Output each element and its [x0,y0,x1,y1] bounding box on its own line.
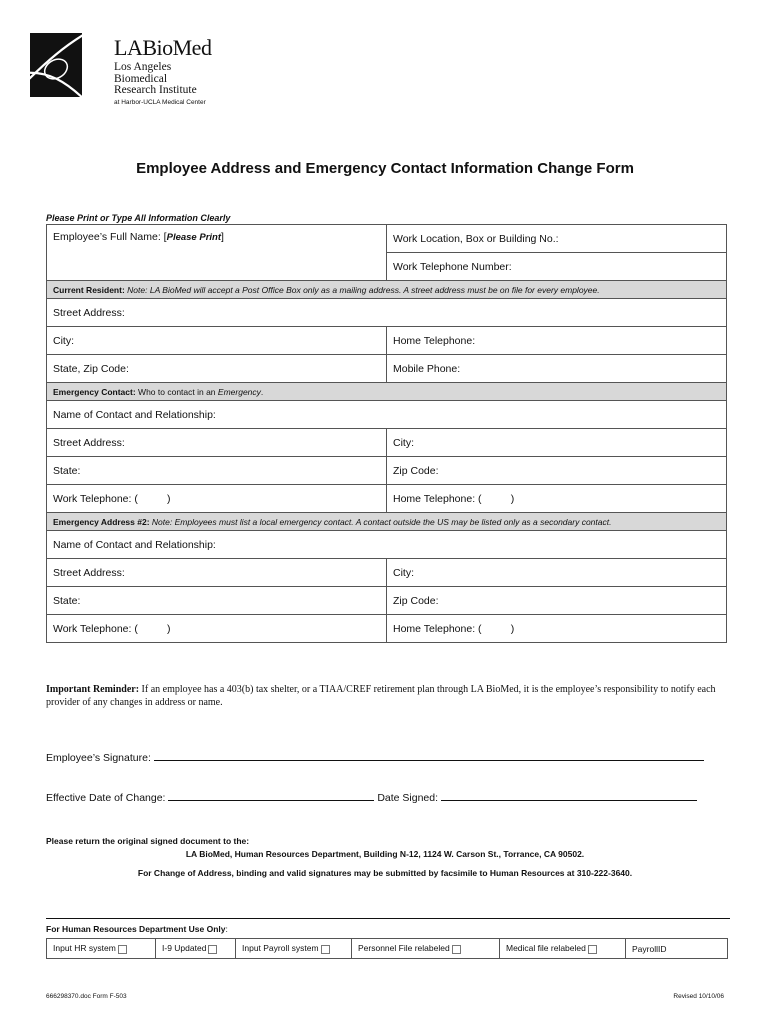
employee-full-name-field[interactable] [47,225,387,281]
hr-item-label: Personnel File relabeled [358,943,450,954]
ec2-city-field[interactable] [387,559,727,587]
logo-affiliation: at Harbor-UCLA Medical Center [114,99,206,106]
hr-use-label-text: For Human Resources Department Use Only [46,924,226,934]
hr-item-input-payroll-system [236,939,352,959]
emergency-note-suffix: . [260,386,264,397]
street-label: Street Address: [53,566,125,579]
city-label: City: [393,436,414,449]
employee-signature-row [46,750,704,764]
contact-name-label: Name of Contact and Relationship: [53,408,216,421]
emergency-contact-2-note: Note: Employees must list a local emergency contact. A contact outside the US may be listed only as a secondary contact. [151,516,612,527]
ec1-home-phone-field[interactable] [387,485,727,513]
hr-divider [46,918,730,919]
dates-row [46,790,697,804]
state-zip-label: State, Zip Code: [53,362,129,375]
full-name-hint: Please Print [166,232,221,243]
hr-item-label: PayrollID [632,943,667,954]
effective-date-line[interactable] [168,790,374,801]
contact-name-label: Name of Contact and Relationship: [53,538,216,551]
checkbox[interactable] [118,945,127,954]
home-phone-label: Home Telephone: ( ) [393,622,515,635]
resident-city-field[interactable] [47,327,387,355]
ec2-street-field[interactable] [47,559,387,587]
work-phone-label: Work Telephone: ( ) [53,492,171,505]
return-instruction: Please return the original signed document to the: [46,836,250,846]
hr-use-label-colon: : [225,924,228,934]
mobile-phone-field[interactable] [387,355,727,383]
date-signed-label: Date Signed: [377,792,439,804]
city-label: City: [393,566,414,579]
hr-item-label: Medical file relabeled [506,943,586,954]
important-reminder [46,683,726,709]
home-phone-label: Home Telephone: ( ) [393,492,515,505]
date-signed-line[interactable] [441,790,697,801]
employee-signature-label: Employee’s Signature: [46,752,151,764]
home-telephone-label: Home Telephone: [393,334,476,347]
hr-item-medical-file-relabeled [500,939,626,959]
emergency-contact-2-heading: Emergency Address #2: [53,516,150,527]
effective-date-label: Effective Date of Change: [46,792,166,804]
work-telephone-label: Work Telephone Number: [393,260,512,273]
ec2-state-field[interactable] [47,587,387,615]
logo-subtitle [114,62,197,97]
current-resident-note: Note: LA BioMed will accept a Post Office Box only as a mailing address. A street address must be on file for every employee. [127,284,600,295]
current-resident-heading: Current Resident: [53,284,125,295]
footer-form-id: 666298370.doc Form F-503 [46,993,127,1000]
hr-use-label [46,924,228,934]
street-label: Street Address: [53,436,125,449]
hr-item-label: Input Payroll system [242,943,319,954]
street-label: Street Address: [53,306,125,319]
mobile-phone-label: Mobile Phone: [393,362,461,375]
ec2-zip-field[interactable] [387,587,727,615]
work-location-label: Work Location, Box or Building No.: [393,232,559,245]
logo-sub-line: Biomedical [114,72,168,85]
city-label: City: [53,334,74,347]
ec1-street-field[interactable] [47,429,387,457]
contact-form-table [46,224,727,643]
fax-instruction: For Change of Address, binding and valid signatures may be submitted by facsimile to Human Resources at 310-222-3640. [137,868,633,878]
zip-label: Zip Code: [393,464,439,477]
hr-item-payroll-id[interactable] [626,939,728,959]
hr-item-label: I-9 Updated [162,943,207,954]
hr-item-input-hr-system [47,939,156,959]
emergency-note-prefix: Who to contact in an [138,386,218,397]
ec1-work-phone-field[interactable] [47,485,387,513]
checkbox[interactable] [588,945,597,954]
form-title: Employee Address and Emergency Contact Information Change Form [136,160,634,177]
labiomed-logo [30,33,230,113]
ec1-name-field[interactable] [47,401,727,429]
state-zip-field[interactable] [47,355,387,383]
ec2-work-phone-field[interactable] [47,615,387,643]
return-address: LA BioMed, Human Resources Department, Building N-12, 1124 W. Carson St., Torrance, CA 90502. [185,849,585,859]
ec1-zip-field[interactable] [387,457,727,485]
employee-signature-line[interactable] [154,750,704,761]
checkbox[interactable] [321,945,330,954]
checkbox[interactable] [452,945,461,954]
reminder-text: If an employee has a 403(b) tax shelter, or a TIAA/CREF retirement plan through LA BioMed, it is the employee’s responsibility to notify each provider of any changes in address or name. [46,684,716,708]
reminder-heading: Important Reminder: [46,684,140,695]
checkbox[interactable] [208,945,217,954]
logo-sub-line: Los Angeles [114,61,172,73]
hr-item-personnel-file-relabeled [352,939,500,959]
ec1-city-field[interactable] [387,429,727,457]
logo-name: LABioMed [114,35,212,60]
hr-item-i9-updated [156,939,236,959]
footer-revised: Revised 10/10/06 [673,993,724,1000]
hr-item-label: Input HR system [53,943,116,954]
ec2-name-field[interactable] [47,531,727,559]
emergency-note-italic: Emergency [217,386,261,397]
hr-checklist-table [46,938,728,959]
emergency-contact-header [47,383,727,401]
full-name-close: ] [221,231,224,243]
work-telephone-field[interactable] [387,253,727,281]
work-phone-label: Work Telephone: ( ) [53,622,171,635]
state-label: State: [53,594,81,607]
home-telephone-field[interactable] [387,327,727,355]
state-label: State: [53,464,81,477]
emergency-contact-heading: Emergency Contact: [53,386,136,397]
form-instruction: Please Print or Type All Information Clearly [46,213,231,223]
current-resident-header [47,281,727,299]
emergency-contact-2-header [47,513,727,531]
logo-sub-line: Research Institute [114,84,197,96]
ec2-home-phone-field[interactable] [387,615,727,643]
zip-label: Zip Code: [393,594,439,607]
logo-mark-icon [30,33,82,97]
full-name-label: Employee’s Full Name: [ [53,231,167,243]
resident-street-field[interactable] [47,299,727,327]
ec1-state-field[interactable] [47,457,387,485]
work-location-field[interactable] [387,225,727,253]
